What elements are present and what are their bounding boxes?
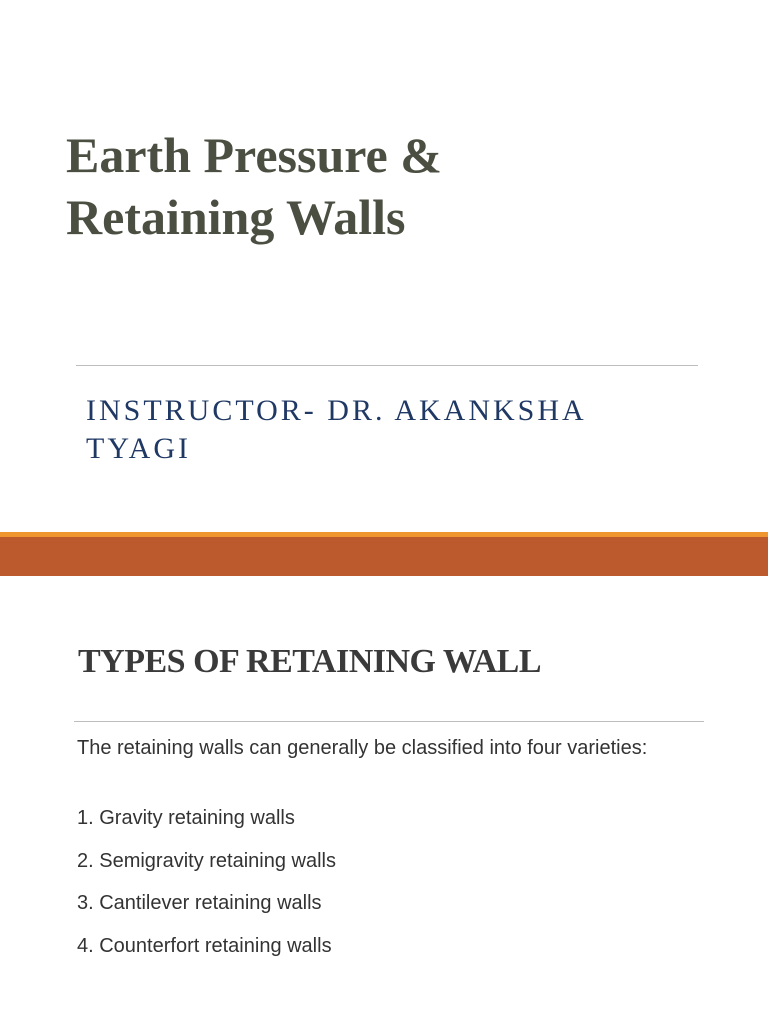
list-item: 2. Semigravity retaining walls	[77, 849, 336, 872]
list-item: 4. Counterfort retaining walls	[77, 934, 332, 957]
intro-text: The retaining walls can generally be classified into four varieties:	[77, 737, 648, 759]
accent-band-rust	[0, 537, 768, 576]
wall-types-list	[77, 804, 697, 974]
slide-heading: TYPES OF RETAINING WALL	[78, 643, 542, 680]
slide-title-line2: Retaining Walls	[66, 189, 406, 245]
list-item: 3. Cantilever retaining walls	[77, 892, 322, 914]
subtitle-line1: INSTRUCTOR- DR. AKANKSHA	[86, 394, 587, 427]
heading-divider	[74, 721, 704, 722]
subtitle-line2: TYAGI	[86, 432, 191, 465]
slide-title	[66, 124, 706, 248]
content-slide	[0, 576, 768, 1024]
title-divider	[76, 365, 698, 366]
instructor-subtitle	[86, 392, 726, 468]
slide-title-line1: Earth Pressure &	[66, 127, 442, 183]
list-item: 1. Gravity retaining walls	[77, 807, 295, 829]
